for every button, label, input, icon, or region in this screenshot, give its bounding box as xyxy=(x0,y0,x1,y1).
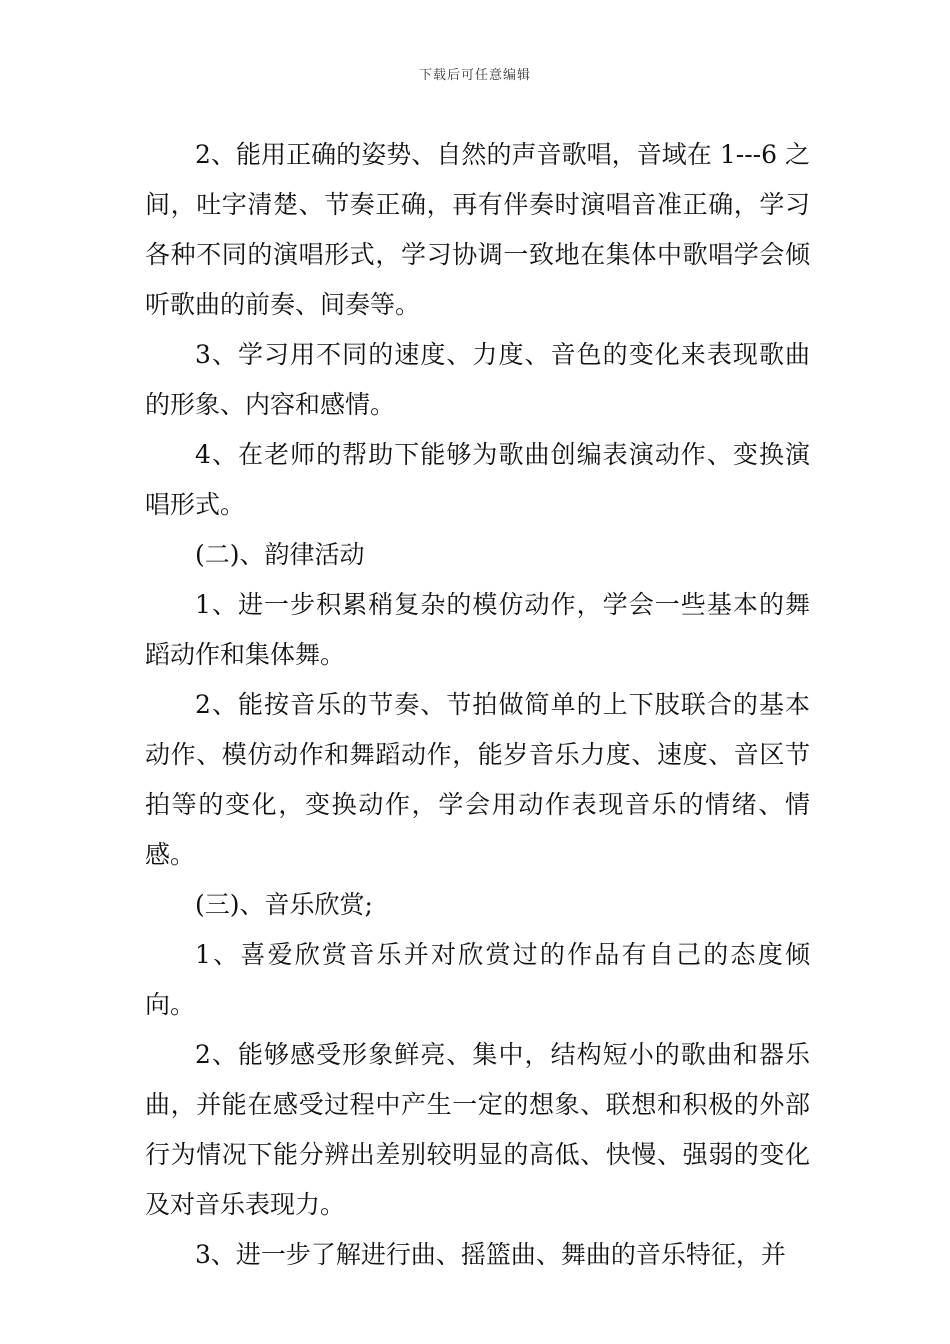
paragraph-singing-4: 4、在老师的帮助下能够为歌曲创编表演动作、变换演唱形式。 xyxy=(145,440,810,519)
paragraph-rhythm-2: 2、能按音乐的节奏、节拍做简单的上下肢联合的基本动作、模仿动作和舞蹈动作，能岁音乐力度、速度、音区节拍等的变化，变换动作，学会用动作表现音乐的情绪、情感。 xyxy=(145,690,810,869)
paragraph-singing-2: 2、能用正确的姿势、自然的声音歌唱，音域在 1---6 之间，吐字清楚、节奏正确，再有伴奏时演唱音准正确，学习各种不同的演唱形式，学习协调一致地在集体中歌唱学会倾听歌曲的前奏、间奏等。 xyxy=(145,140,810,319)
paragraph-appreciation-2: 2、能够感受形象鲜亮、集中，结构短小的歌曲和器乐曲，并能在感受过程中产生一定的想象、联想和积极的外部行为情况下能分辨出差别较明显的高低、快慢、强弱的变化及对音乐表现力。 xyxy=(145,1040,810,1219)
paragraph-rhythm-1: 1、进一步积累稍复杂的模仿动作，学会一些基本的舞蹈动作和集体舞。 xyxy=(145,590,810,669)
paragraph-appreciation-3: 3、进一步了解进行曲、摇篮曲、舞曲的音乐特征，并 xyxy=(195,1240,786,1269)
document-body xyxy=(145,130,810,1280)
section-heading-rhythm: (二)、韵律活动 xyxy=(195,540,365,569)
section-heading-appreciation: (三)、音乐欣赏; xyxy=(195,890,373,919)
page-header: 下载后可任意编辑 xyxy=(418,68,531,83)
paragraph-singing-3: 3、学习用不同的速度、力度、音色的变化来表现歌曲的形象、内容和感情。 xyxy=(145,340,810,419)
paragraph-appreciation-1: 1、喜爱欣赏音乐并对欣赏过的作品有自己的态度倾向。 xyxy=(145,940,810,1019)
